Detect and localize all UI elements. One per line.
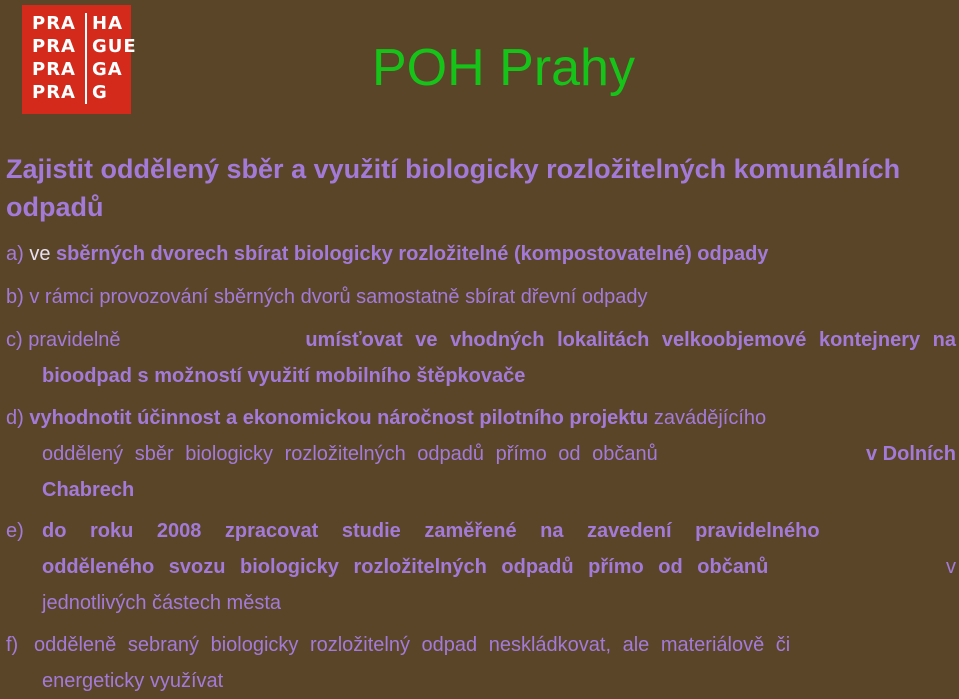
logo-divider bbox=[85, 13, 87, 104]
logo-text: PRA bbox=[32, 82, 76, 103]
page-title: POH Prahy bbox=[372, 39, 635, 97]
item-text-cont: oddělený sběr biologicky rozložitelných odpadů přímo od občanů bbox=[42, 443, 658, 465]
logo-text: GA bbox=[92, 59, 123, 80]
logo-text: PRA bbox=[32, 13, 76, 34]
item-text: sběrných dvorech sbírat biologicky rozložitelné (kompostovatelné) odpady bbox=[56, 243, 769, 265]
item-text-cont: bioodpad s možností využití mobilního štěpkovače bbox=[42, 365, 526, 387]
logo-text: HA bbox=[92, 13, 123, 34]
list-item-b bbox=[6, 279, 956, 315]
logo-text: GUE bbox=[92, 36, 137, 57]
logo-text: G bbox=[92, 82, 108, 103]
item-text-cont: jednotlivých částech města bbox=[42, 592, 282, 614]
item-label: c) bbox=[6, 329, 23, 351]
item-label: f) bbox=[6, 634, 19, 656]
item-text-cont: odděleného svozu biologicky rozložitelných odpadů přímo od občanů bbox=[42, 556, 769, 578]
list-item-d bbox=[6, 400, 956, 508]
item-text-cont: energeticky využívat bbox=[42, 670, 224, 692]
item-text-tail: v bbox=[946, 556, 956, 578]
item-bold-text: vyhodnotit účinnost a ekonomickou náročnost pilotního projektu bbox=[29, 407, 649, 429]
item-prefix: ve bbox=[29, 243, 51, 265]
list-item-f bbox=[6, 627, 956, 699]
list-item-e bbox=[6, 513, 956, 621]
item-label: b) bbox=[6, 286, 24, 308]
subtitle: Zajistit oddělený sběr a využití biologicky rozložitelných komunálních odpadů bbox=[6, 154, 901, 222]
item-prefix: pravidelně bbox=[28, 329, 121, 351]
praha-logo bbox=[22, 5, 137, 114]
item-label: e) bbox=[6, 520, 24, 542]
item-text: zavádějícího bbox=[653, 407, 767, 429]
item-label: a) bbox=[6, 243, 24, 265]
item-label: d) bbox=[6, 407, 24, 429]
item-text: odděleně sebraný biologicky rozložitelný odpad neskládkovat, ale materiálově či bbox=[34, 634, 791, 656]
list-item-c bbox=[6, 322, 956, 394]
logo-text: PRA bbox=[32, 36, 76, 57]
logo-text: PRA bbox=[32, 59, 76, 80]
item-text-cont: Chabrech bbox=[42, 479, 135, 501]
item-text: v rámci provozování sběrných dvorů samostatně sbírat dřevní odpady bbox=[29, 286, 648, 308]
item-text: umísťovat ve vhodných lokalitách velkoobjemové kontejnery na bbox=[305, 329, 956, 351]
item-bold-text-2: v Dolních bbox=[865, 443, 956, 465]
item-text: do roku 2008 zpracovat studie zaměřené na zavedení pravidelného bbox=[42, 520, 820, 542]
list-item-a bbox=[6, 236, 956, 272]
